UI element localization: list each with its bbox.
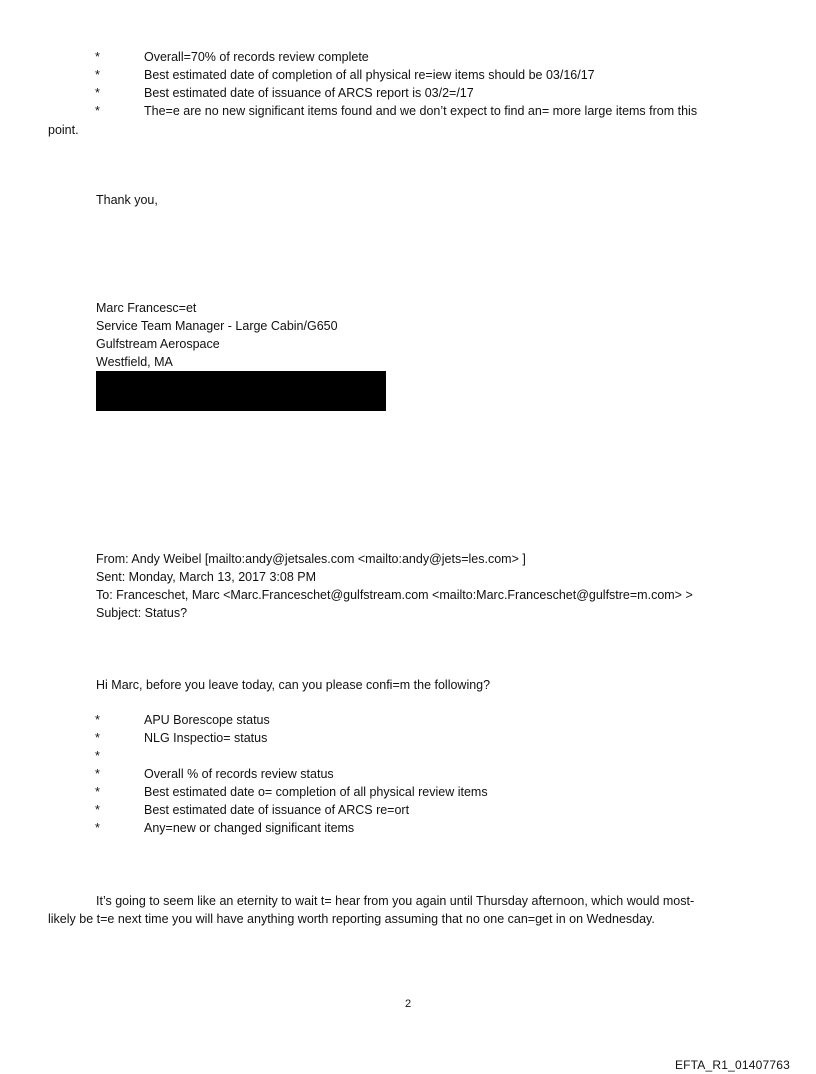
email-to: To: Franceschet, Marc <Marc.Franceschet@gulfstream.com <mailto:Marc.Franceschet@gulfstre=m.com> > [96, 588, 693, 602]
bullet-marker: * [95, 713, 100, 727]
paragraph-line: It’s going to seem like an eternity to wait t= hear from you again until Thursday afternoon, which would most- [96, 894, 695, 908]
paragraph-line: likely be t=e next time you will have anything worth reporting assuming that no one can=get in on Wednesday. [48, 912, 655, 926]
bullet-marker: * [95, 50, 100, 64]
email-from: From: Andy Weibel [mailto:andy@jetsales.com <mailto:andy@jets=les.com> ] [96, 552, 526, 566]
list-item: Any=new or changed significant items [144, 821, 355, 835]
signature-title: Service Team Manager - Large Cabin/G650 [96, 319, 338, 333]
redaction-box [96, 371, 386, 411]
list-item: Overall % of records review status [144, 767, 334, 781]
document-id: EFTA_R1_01407763 [674, 1058, 790, 1072]
email-greeting: Hi Marc, before you leave today, can you please confi=m the following? [96, 678, 491, 692]
bullet-marker: * [95, 86, 100, 100]
bullet-marker: * [95, 104, 100, 118]
list-item: Best estimated date o= completion of all physical review items [144, 785, 488, 799]
closing-text: Thank you, [96, 193, 158, 207]
bullet-marker: * [95, 803, 100, 817]
email-subject: Subject: Status? [96, 606, 188, 620]
bullet-marker: * [95, 68, 100, 82]
signature-location: Westfield, MA [96, 355, 173, 369]
signature-name: Marc Francesc=et [96, 301, 197, 315]
bullet-marker: * [95, 749, 100, 763]
signature-company: Gulfstream Aerospace [96, 337, 220, 351]
list-item: Best estimated date of issuance of ARCS re=ort [144, 803, 410, 817]
email-sent: Sent: Monday, March 13, 2017 3:08 PM [96, 570, 317, 584]
list-item: NLG Inspectio= status [144, 731, 268, 745]
list-item: Best estimated date of completion of all physical re=iew items should be 03/16/17 [144, 68, 595, 82]
bullet-marker: * [95, 785, 100, 799]
list-item: APU Borescope status [144, 713, 270, 727]
bullet-marker: * [95, 821, 100, 835]
list-item-overflow: point. [48, 123, 79, 137]
list-item: The=e are no new significant items found and we don’t expect to find an= more large items from this [144, 104, 698, 118]
page-number: 2 [404, 998, 412, 1010]
list-item: Overall=70% of records review complete [144, 50, 369, 64]
bullet-marker: * [95, 731, 100, 745]
list-item: Best estimated date of issuance of ARCS report is 03/2=/17 [144, 86, 474, 100]
bullet-marker: * [95, 767, 100, 781]
